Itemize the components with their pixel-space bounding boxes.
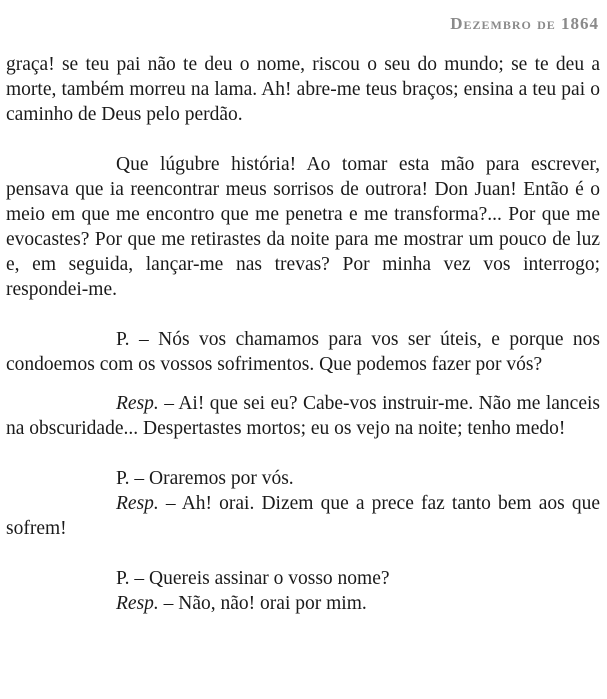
running-header: [450, 14, 599, 34]
question-3: P. – Quereis assinar o vosso nome?: [116, 568, 390, 589]
response-label: Resp.: [116, 493, 159, 514]
paragraph-spirit-speech: Que lúgubre história! Ao tomar esta mão para escrever, pensava que ia reencontrar meus sorrisos de outrora! Don Juan! Então é o meio em que me encontro que me penetra e me transforma?... Por que me evocastes? Por que me retirastes da noite para me mostrar um pouco de luz e, em seguida, lançar-me nas trevas? Por minha vez vos interrogo; respondei-me.: [6, 154, 600, 300]
page-body: [6, 52, 600, 616]
response-3: [6, 591, 600, 616]
question-2: P. – Oraremos por vós.: [116, 468, 294, 489]
response-label: Resp.: [116, 593, 159, 614]
question-1: P. – Nós vos chamamos para vos ser úteis, e porque nos condoemos com os vossos sofrimentos. Que podemos fazer por vós?: [6, 329, 600, 375]
response-text: – Ai! que sei eu? Cabe-vos instruir-me. Não me lanceis na obscuridade... Despertastes mortos; eu os vejo na noite; tenho medo!: [6, 393, 600, 439]
response-text: – Ah! orai. Dizem que a prece faz tanto bem aos que sofrem!: [6, 493, 600, 539]
running-title: Dezembro de 1864: [450, 14, 599, 33]
response-label: Resp.: [116, 393, 159, 414]
response-2: [6, 491, 600, 541]
response-1: [6, 391, 600, 441]
paragraph-continuation: graça! se teu pai não te deu o nome, riscou o seu do mundo; se te deu a morte, também morreu na lama. Ah! abre-me teus braços; ensina a teu pai o caminho de Deus pelo perdão.: [6, 54, 600, 125]
response-text: – Não, não! orai por mim.: [158, 593, 367, 614]
